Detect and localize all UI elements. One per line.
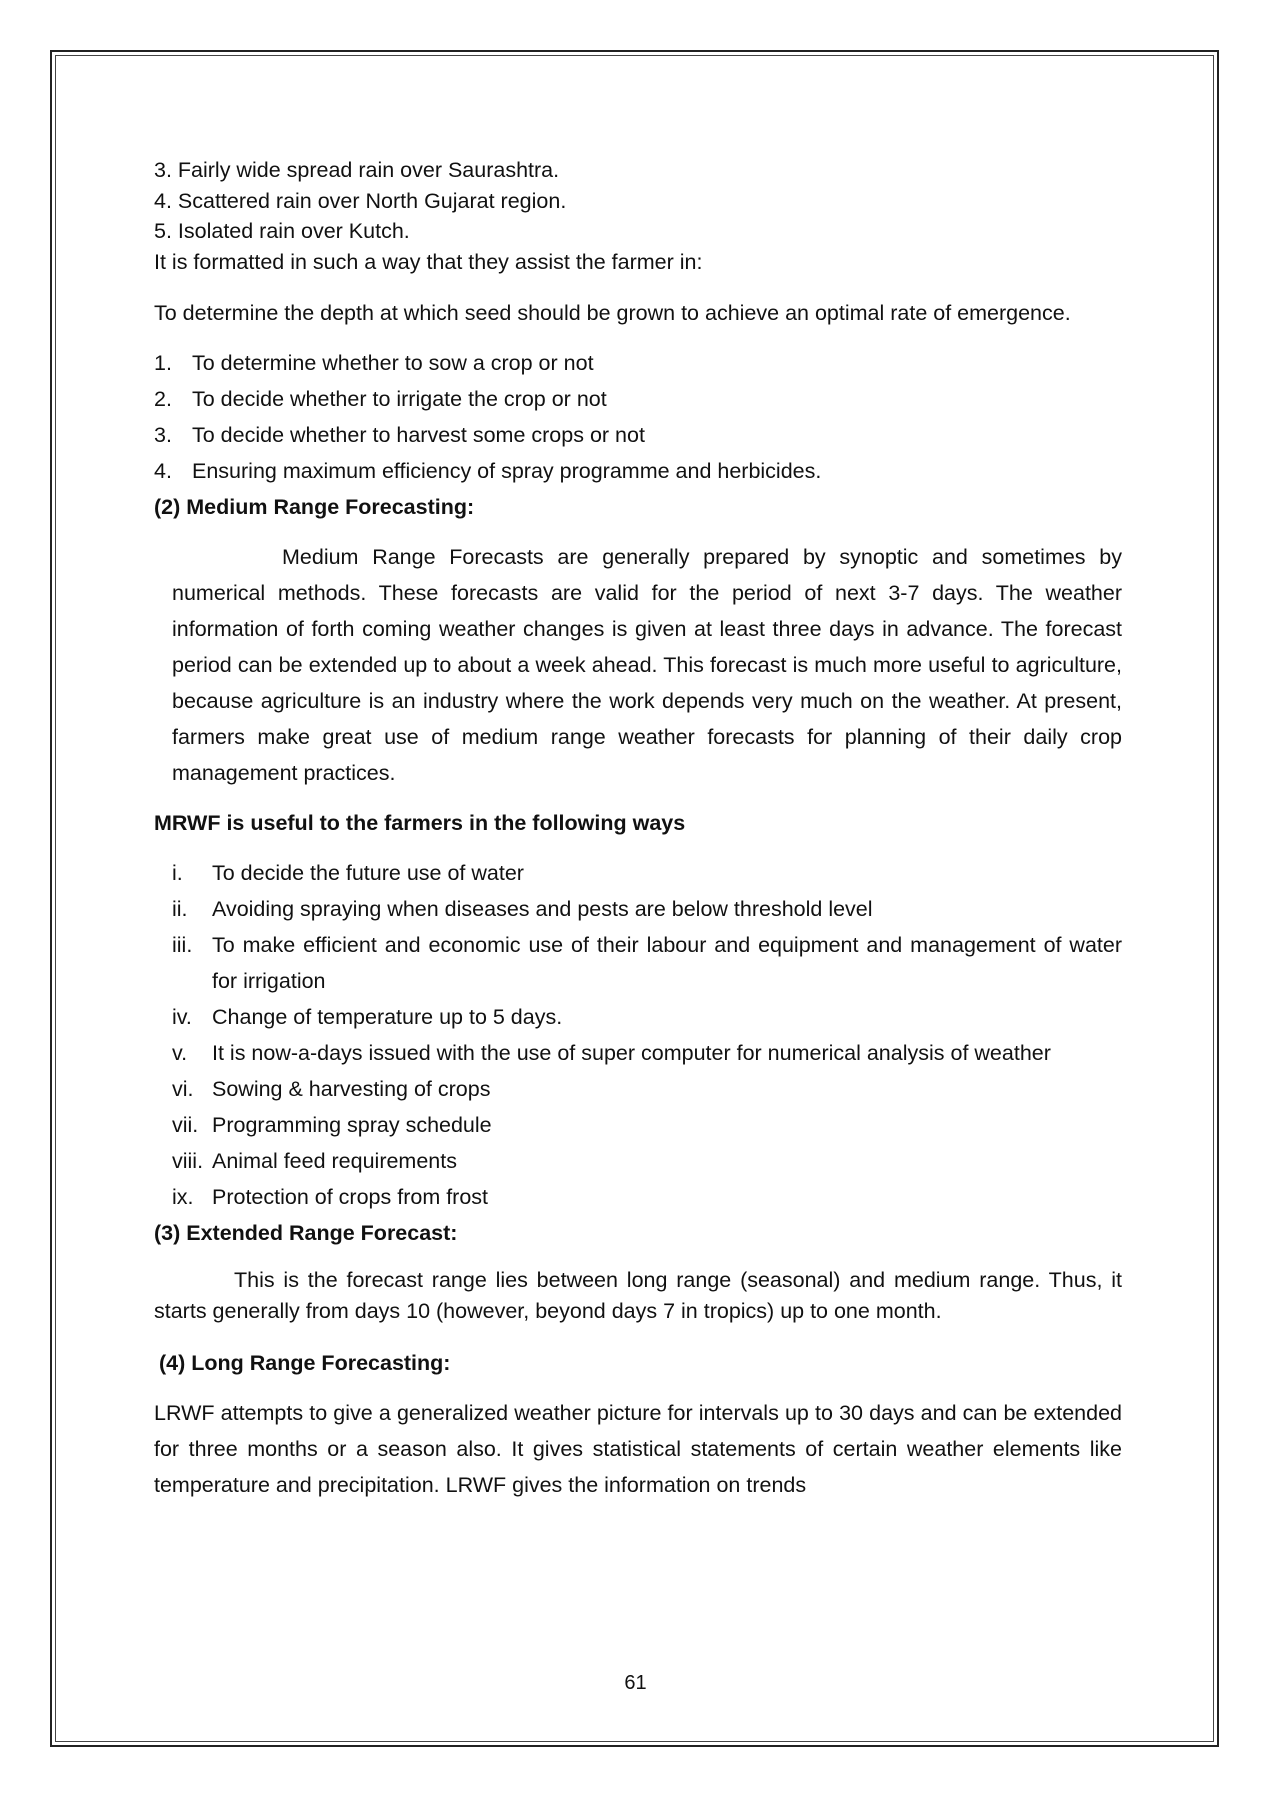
list-text: Ensuring maximum efficiency of spray programme and herbicides. (192, 459, 822, 483)
list-item (154, 345, 1122, 381)
list-number: viii. (172, 1149, 204, 1173)
list-text: Programming spray schedule (212, 1113, 492, 1137)
list-item (172, 1143, 1122, 1179)
list-text: To determine whether to sow a crop or not (192, 351, 594, 375)
medium-range-heading: (2) Medium Range Forecasting: (154, 495, 475, 519)
list-number: 2. (154, 387, 172, 411)
extended-range-heading: (3) Extended Range Forecast: (154, 1221, 458, 1245)
list-number: iii. (172, 933, 193, 957)
medium-range-paragraph: Medium Range Forecasts are generally prepared by synoptic and sometimes by numerical methods. These forecasts are valid for the period of next 3-7 days. The weather information of forth coming weather changes is given at least three days in advance. The forecast period can be extended up to about a week ahead. This forecast is much more useful to agriculture, because agriculture is an industry where the work depends very much on the weather. At present, farmers make great use of medium range weather forecasts for planning of their daily crop management practices. (172, 545, 1122, 785)
page-number: 61 (624, 1672, 647, 1694)
list-number: ix. (172, 1185, 194, 1209)
list-item (172, 1107, 1122, 1143)
list-text: Animal feed requirements (212, 1149, 457, 1173)
top-line-4: It is formatted in such a way that they assist the farmer in: (154, 249, 703, 274)
top-line-2: 4. Scattered rain over North Gujarat region. (154, 188, 567, 213)
top-line-1: 3. Fairly wide spread rain over Saurashtra. (154, 158, 560, 182)
long-range-heading: (4) Long Range Forecasting: (159, 1351, 451, 1375)
list-number: vi. (172, 1077, 194, 1101)
list-item (172, 1035, 1122, 1071)
list-item (154, 453, 1122, 489)
list-number: ii. (172, 897, 188, 921)
list-item (172, 855, 1122, 891)
page-content (154, 155, 1122, 1503)
medium-range-section (154, 539, 1122, 791)
list-text: To make efficient and economic use of their labour and equipment and management of water for irrigation (212, 933, 1122, 993)
list-text: To decide whether to irrigate the crop or not (192, 387, 607, 411)
list-number: 3. (154, 423, 172, 447)
list-text: Protection of crops from frost (212, 1185, 489, 1209)
list-text: To decide whether to harvest some crops or not (192, 423, 645, 447)
list-number: iv. (172, 1005, 192, 1029)
list-number: 1. (154, 351, 172, 375)
seed-depth-paragraph: To determine the depth at which seed should be grown to achieve an optimal rate of emergence. (154, 301, 1071, 325)
list-number: 4. (154, 459, 172, 483)
list-text: Sowing & harvesting of crops (212, 1077, 491, 1101)
list-item (154, 381, 1122, 417)
list-text: It is now-a-days issued with the use of super computer for numerical analysis of weather (212, 1041, 1051, 1065)
list-item (172, 1071, 1122, 1107)
list-text: To decide the future use of water (212, 861, 524, 885)
list-item (172, 999, 1122, 1035)
long-range-paragraph: LRWF attempts to give a generalized weather picture for intervals up to 30 days and can be extended for three months or a season also. It gives statistical statements of certain weather elements like temperature and precipitation. LRWF gives the information on trends (154, 1401, 1122, 1497)
list-text: Change of temperature up to 5 days. (212, 1005, 563, 1029)
farmer-assist-list (154, 345, 1122, 489)
list-item (172, 927, 1122, 999)
list-item (154, 417, 1122, 453)
mrwf-heading: MRWF is useful to the farmers in the following ways (154, 811, 686, 835)
extended-range-paragraph: This is the forecast range lies between long range (seasonal) and medium range. Thus, it starts generally from days 10 (however, beyond days 7 in tropics) up to one month. (154, 1268, 1122, 1323)
list-number: v. (172, 1041, 188, 1065)
mrwf-list (154, 855, 1122, 1215)
top-line-3: 5. Isolated rain over Kutch. (154, 219, 410, 243)
list-number: i. (172, 861, 183, 885)
list-item (172, 1179, 1122, 1215)
list-number: vii. (172, 1113, 199, 1137)
list-text: Avoiding spraying when diseases and pests are below threshold level (212, 897, 873, 921)
list-item (172, 891, 1122, 927)
